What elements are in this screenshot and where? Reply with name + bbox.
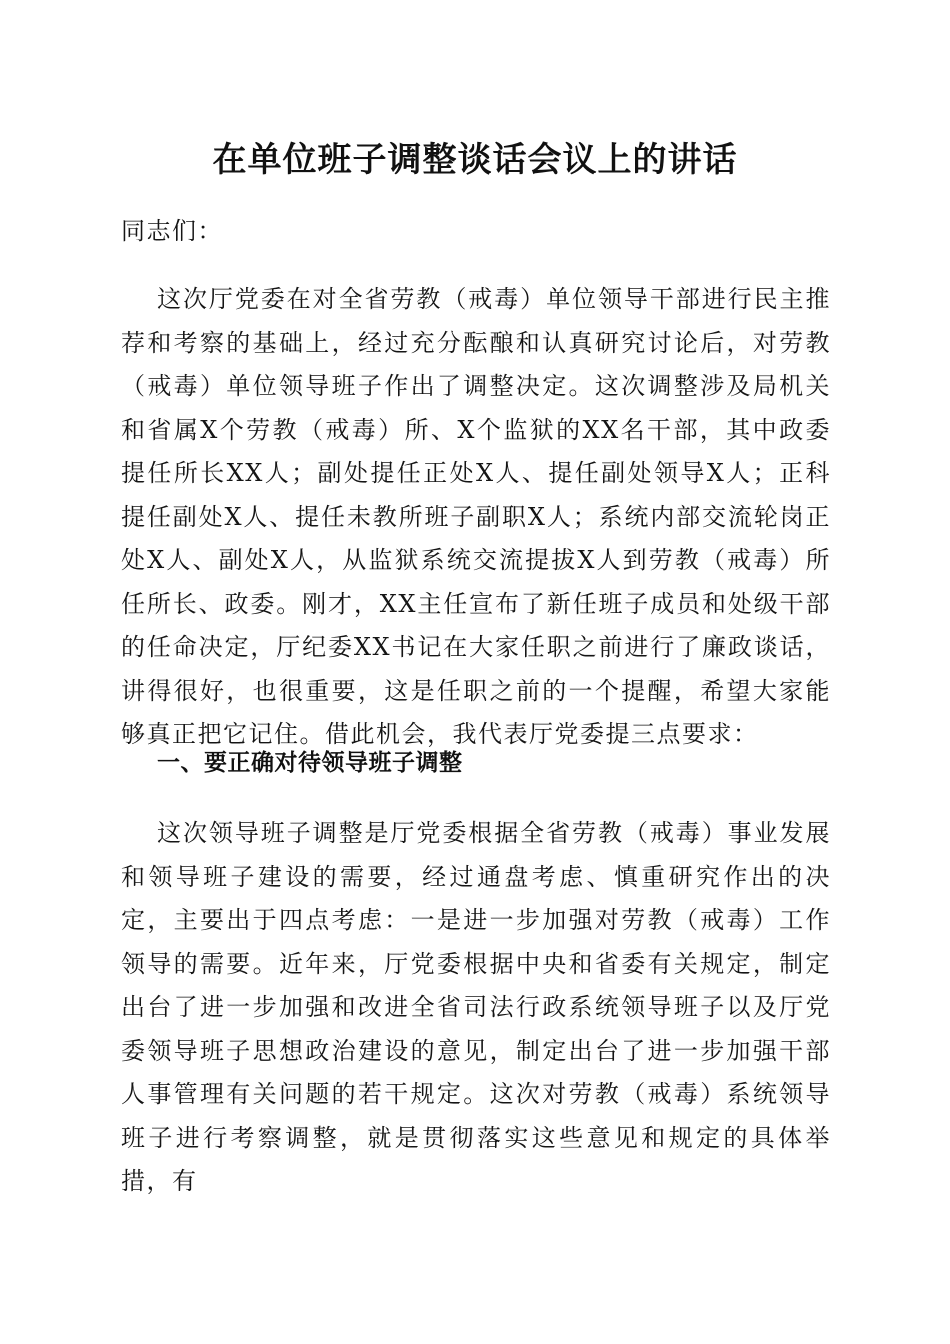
paragraph-intro: 这次厅党委在对全省劳教（戒毒）单位领导干部进行民主推荐和考察的基础上，经过充分酝酿和认真研究讨论后，对劳教（戒毒）单位领导班子作出了调整决定。这次调整涉及局机关和省属X个劳教（戒毒）所、X个监狱的XX名干部，其中政委提任所长XX人；副处提任正处X人、提任副处领导X人；正科提任副处X人、提任未教所班子副职X人；系统内部交流轮岗正处X人、副处X人，从监狱系统交流提拔X人到劳教（戒毒）所任所长、政委。刚才，XX主任宣布了新任班子成员和处级干部的任命决定，厅纪委XX书记在大家任职之前进行了廉政谈话，讲得很好，也很重要，这是任职之前的一个提醒，希望大家能够真正把它记住。借此机会，我代表厅党委提三点要求： bbox=[121, 285, 831, 748]
document-title: 在单位班子调整谈话会议上的讲话 bbox=[212, 140, 738, 180]
section-heading-1: 一、要正确对待领导班子调整 bbox=[157, 750, 463, 776]
salutation: 同志们： bbox=[121, 217, 223, 245]
paragraph-section-1: 这次领导班子调整是厅党委根据全省劳教（戒毒）事业发展和领导班子建设的需要，经过通盘考虑、慎重研究作出的决定，主要出于四点考虑：一是进一步加强对劳教（戒毒）工作领导的需要。近年来，厅党委根据中央和省委有关规定，制定出台了进一步加强和改进全省司法行政系统领导班子以及厅党委领导班子思想政治建设的意见，制定出台了进一步加强干部人事管理有关问题的若干规定。这次对劳教（戒毒）系统领导班子进行考察调整，就是贯彻落实这些意见和规定的具体举措，有 bbox=[121, 819, 831, 1195]
